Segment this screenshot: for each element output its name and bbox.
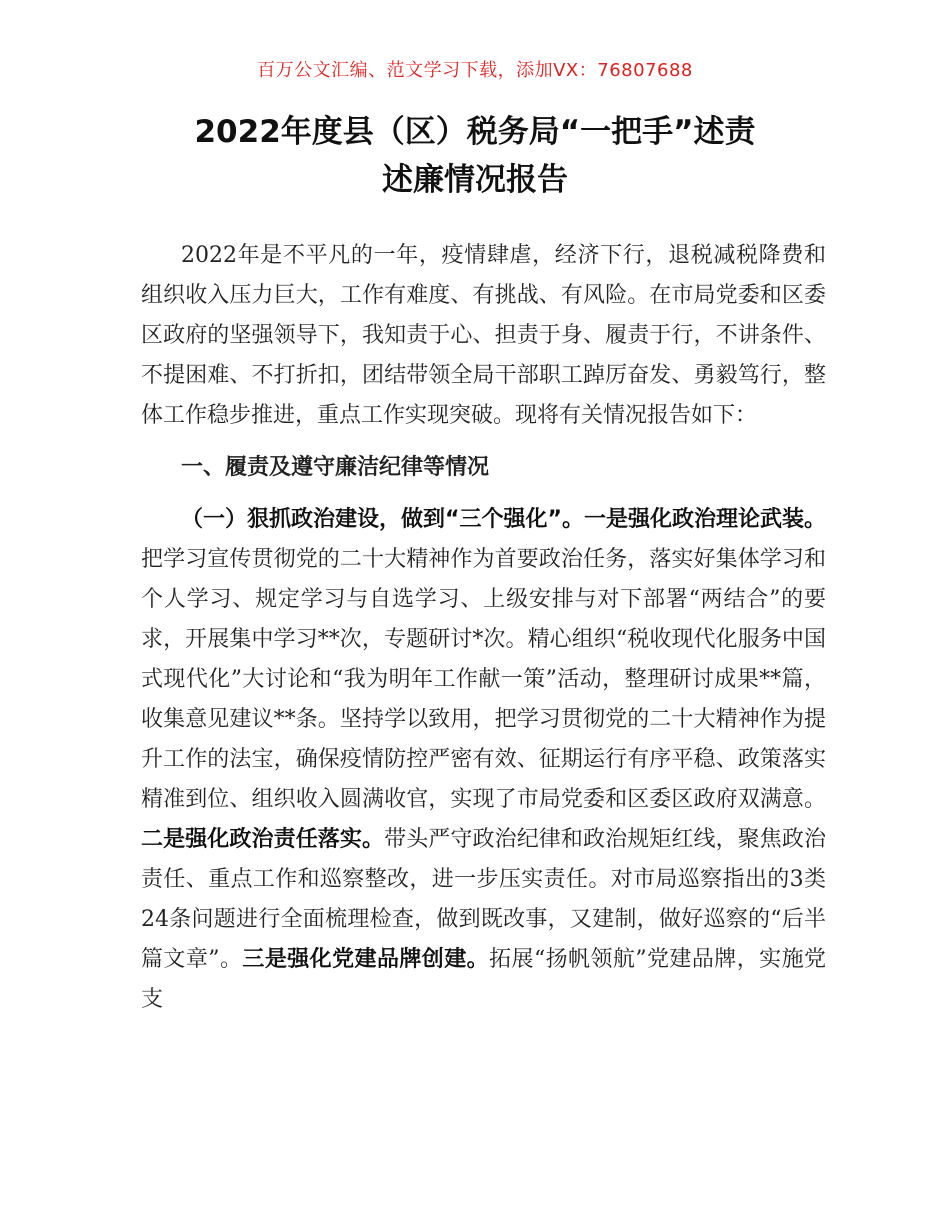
bold-lead: （一）狠抓政治建设，做到“三个强化”。一是强化政治理论武装。 (181, 507, 826, 532)
page-title (100, 108, 850, 204)
title-line-2: 述廉情况报告 (382, 162, 568, 198)
title-line-1: 2022年度县（区）税务局“一把手”述责 (194, 114, 756, 150)
bold-point-3: 三是强化党建品牌创建。 (242, 947, 490, 972)
intro-paragraph: 2022年是不平凡的一年，疫情肆虐，经济下行，退税减税降费和组织收入压力巨大，工作有难度、有挑战、有风险。在市局党委和区委区政府的坚强领导下，我知责于心、担责于身、履责于行，不讲条件、不提困难、不打折扣，团结带领全局干部职工踔厉奋发、勇毅笃行，整体工作稳步推进，重点工作实现突破。现将有关情况报告如下： (141, 243, 826, 428)
paragraph-text: 把学习宣传贯彻党的二十大精神作为首要政治任务，落实好集体学习和个人学习、规定学习与自选学习、上级安排与对下部署“两结合”的要求，开展集中学习**次，专题研讨*次。精心组织“税收现代化服务中国式现代化”大讨论和“我为明年工作献一策”活动，整理研讨成果**篇，收集意见建议**条。坚持学以致用，把学习贯彻党的二十大精神作为提升工作的法宝，确保疫情防控严密有效、征期运行有序平稳、政策落实精准到位、组织收入圆满收官，实现了市局党委和区委区政府双满意。 (141, 547, 826, 812)
section-heading: 一、履责及遵守廉洁纪律等情况 (181, 455, 490, 480)
paragraph-text-3: 拓展“扬帆领航”党建品牌，实施党支 (141, 947, 826, 1012)
bold-point-2: 二是强化政治责任落实。 (141, 827, 385, 852)
paragraph-text-2: 带头严守政治纪律和政治规矩红线，聚焦政治责任、重点工作和巡察整改，进一步压实责任。对市局巡察指出的3类24条问题进行全面梳理检查，做到既改事，又建制，做好巡察的“后半篇文章”。 (141, 827, 826, 972)
header-banner: 百万公文汇编、范文学习下载，添加VX：76807688 (257, 60, 693, 81)
section-paragraph (141, 500, 826, 1020)
document-body (141, 236, 826, 1032)
